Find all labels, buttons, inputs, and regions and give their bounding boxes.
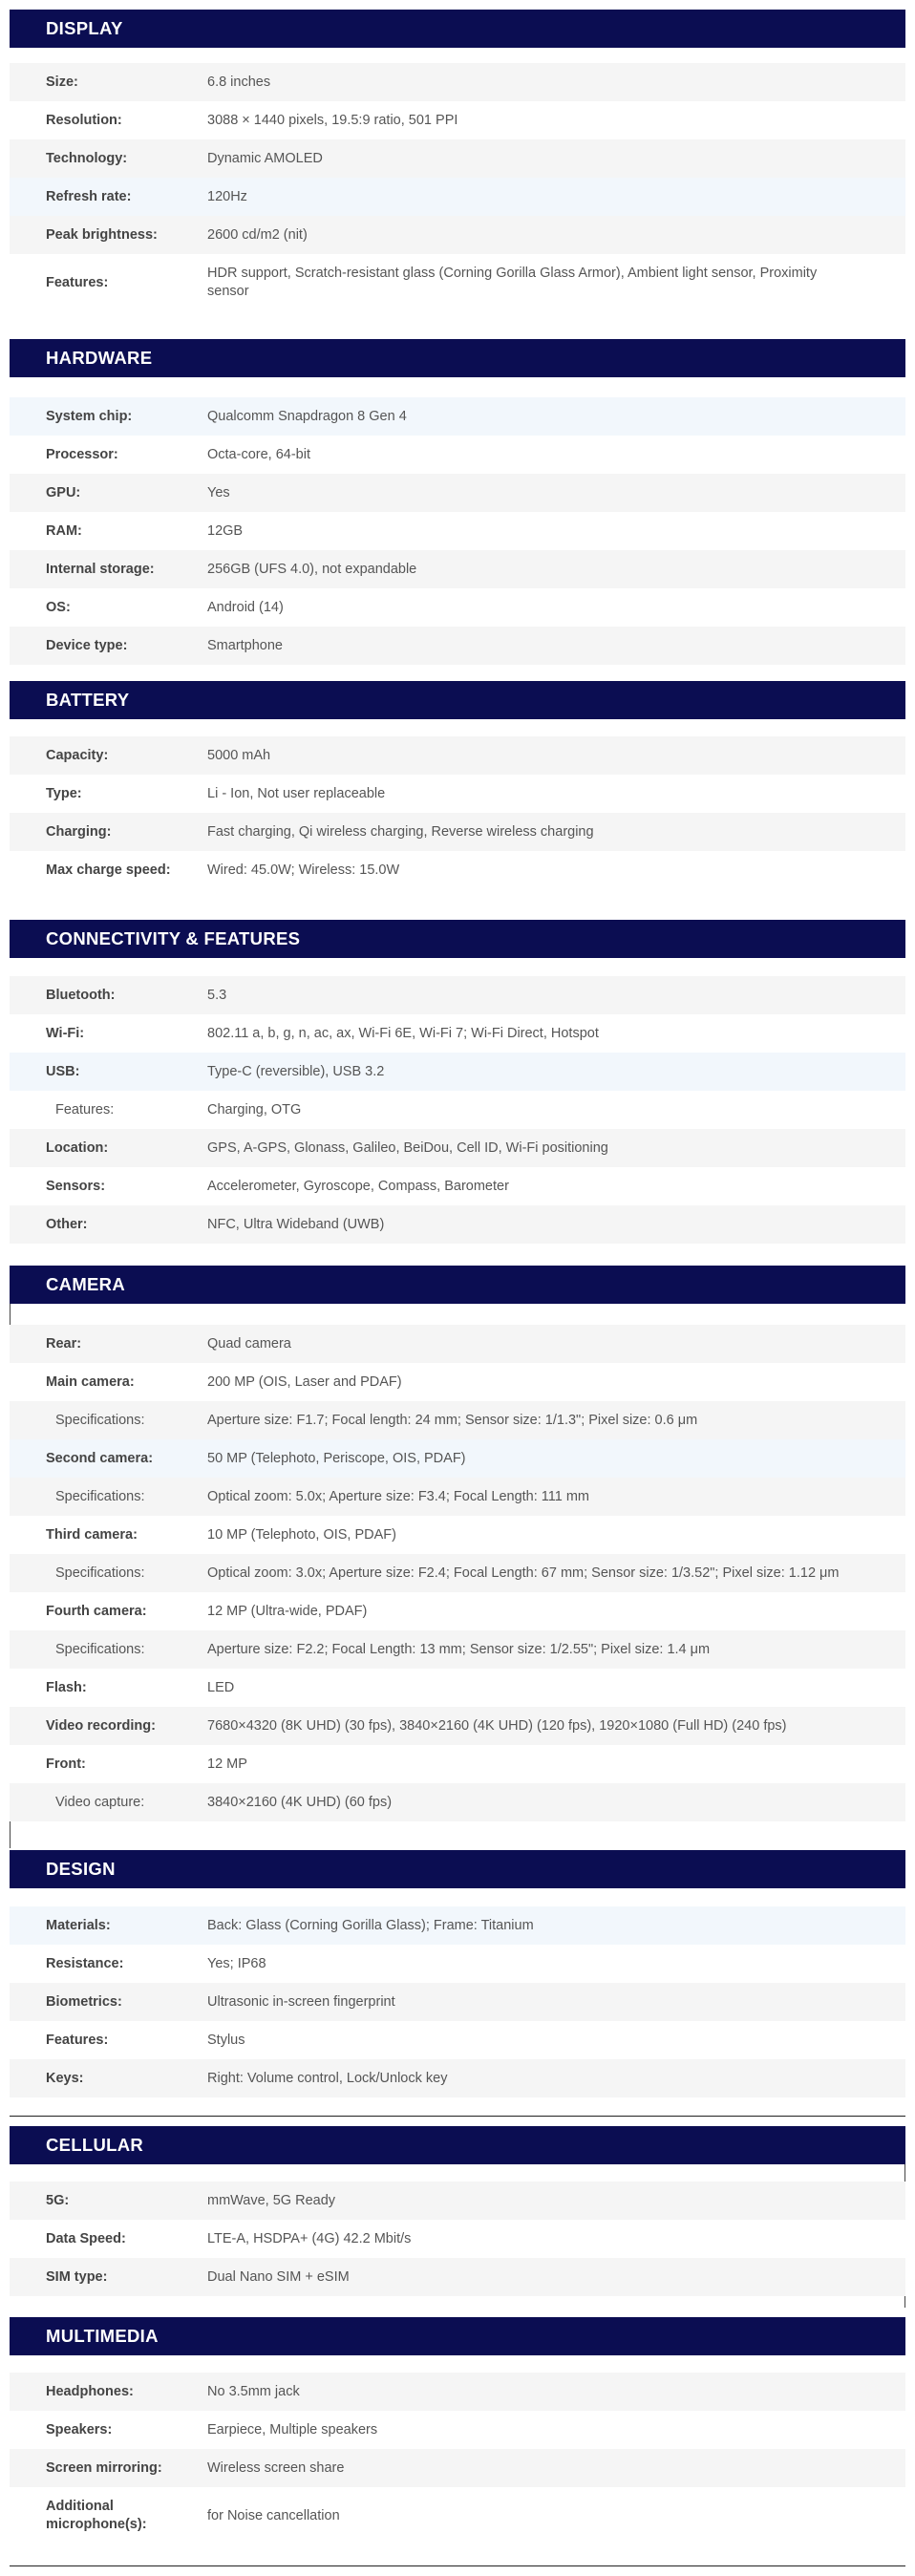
spec-row [10, 254, 905, 311]
spec-row [10, 512, 905, 550]
spec-value: 6.8 inches [207, 74, 271, 90]
spec-row [10, 627, 905, 665]
spec-label: Peak brightness: [46, 226, 158, 243]
spec-label: Specifications: [55, 1565, 145, 1581]
spec-row [10, 2449, 905, 2487]
spec-row [10, 1439, 905, 1478]
spec-row [10, 736, 905, 775]
spec-row [10, 63, 905, 101]
spec-row [10, 1014, 905, 1053]
spec-label: Max charge speed: [46, 862, 171, 878]
spec-value: Li - Ion, Not user replaceable [207, 785, 386, 801]
spec-row [10, 1053, 905, 1091]
spec-value: Optical zoom: 3.0x; Aperture size: F2.4; Focal Length: 67 mm; Sensor size: 1/3.52"; Pixel size: 1.12 μm [207, 1565, 840, 1581]
section-title: CAMERA [10, 1266, 905, 1304]
spec-value: Charging, OTG [207, 1101, 302, 1118]
spec-value: Optical zoom: 5.0x; Aperture size: F3.4; Focal Length: 111 mm [207, 1488, 590, 1504]
spec-value: 256GB (UFS 4.0), not expandable [207, 561, 417, 577]
spec-row [10, 775, 905, 813]
spec-label: Screen mirroring: [46, 2459, 162, 2476]
spec-row [10, 550, 905, 588]
section-title: CELLULAR [10, 2126, 905, 2164]
spec-value: 3088 × 1440 pixels, 19.5:9 ratio, 501 PPI [207, 112, 458, 128]
section-hardware [10, 339, 905, 653]
spec-value: Aperture size: F2.2; Focal Length: 13 mm; Sensor size: 1/2.55"; Pixel size: 1.4 μm [207, 1641, 711, 1657]
spec-row [10, 1167, 905, 1205]
spec-value: No 3.5mm jack [207, 2383, 300, 2399]
spec-row [10, 436, 905, 474]
spec-label: USB: [46, 1063, 80, 1079]
spec-row [10, 178, 905, 216]
spec-row [10, 2220, 905, 2258]
spec-row [10, 2021, 905, 2059]
spec-row [10, 1478, 905, 1516]
spec-label: Fourth camera: [46, 1603, 147, 1619]
spec-label: Features: [46, 2032, 109, 2048]
section-design [10, 1850, 905, 2086]
spec-row [10, 101, 905, 139]
section-title: CONNECTIVITY & FEATURES [10, 920, 905, 958]
spec-row [10, 976, 905, 1014]
spec-label: Features: [55, 1101, 115, 1118]
spec-label: Flash: [46, 1679, 87, 1695]
spec-label: Rear: [46, 1335, 82, 1352]
spec-value: 5.3 [207, 987, 227, 1003]
spec-row [10, 139, 905, 178]
spec-value: 3840×2160 (4K UHD) (60 fps) [207, 1794, 393, 1810]
spec-value: Dual Nano SIM + eSIM [207, 2268, 350, 2285]
spec-value: Back: Glass (Corning Gorilla Glass); Frame: Titanium [207, 1917, 534, 1933]
divider [10, 2565, 905, 2566]
spec-label: Internal storage: [46, 561, 155, 577]
spec-value: 802.11 a, b, g, n, ac, ax, Wi-Fi 6E, Wi-Fi 7; Wi-Fi Direct, Hotspot [207, 1025, 599, 1041]
spec-value: 200 MP (OIS, Laser and PDAF) [207, 1373, 402, 1390]
spec-row [10, 1401, 905, 1439]
spec-label: Processor: [46, 446, 118, 462]
spec-row [10, 1091, 905, 1129]
spec-value: GPS, A-GPS, Glonass, Galileo, BeiDou, Cell ID, Wi-Fi positioning [207, 1139, 608, 1156]
spec-value: Octa-core, 64-bit [207, 446, 310, 462]
spec-label: Resolution: [46, 112, 122, 128]
spec-value: LTE-A, HSDPA+ (4G) 42.2 Mbit/s [207, 2230, 412, 2246]
spec-value: 5000 mAh [207, 747, 271, 763]
spec-value: Smartphone [207, 637, 283, 653]
spec-value: Yes [207, 484, 230, 500]
spec-label: Resistance: [46, 1955, 124, 1971]
spec-value: Accelerometer, Gyroscope, Compass, Barometer [207, 1178, 509, 1194]
spec-row [10, 2059, 905, 2097]
spec-value: Wireless screen share [207, 2459, 345, 2476]
spec-label: Specifications: [55, 1488, 145, 1504]
spec-label: Data Speed: [46, 2230, 126, 2246]
section-multimedia [10, 2317, 905, 2532]
spec-label: Charging: [46, 823, 112, 840]
spec-row [10, 1129, 905, 1167]
spec-label: Bluetooth: [46, 987, 116, 1003]
spec-value: 12GB [207, 522, 244, 539]
spec-row [10, 1363, 905, 1401]
spec-value: Quad camera [207, 1335, 291, 1352]
spec-label: OS: [46, 599, 71, 615]
spec-label: Type: [46, 785, 82, 801]
spec-row [10, 1906, 905, 1945]
spec-label: Second camera: [46, 1450, 154, 1466]
spec-label: Location: [46, 1139, 109, 1156]
section-title: MULTIMEDIA [10, 2317, 905, 2355]
spec-value: mmWave, 5G Ready [207, 2192, 336, 2208]
spec-value: Aperture size: F1.7; Focal length: 24 mm; Sensor size: 1/1.3"; Pixel size: 0.6 μm [207, 1412, 698, 1428]
section-connectivity [10, 920, 905, 1232]
spec-row [10, 2373, 905, 2411]
spec-row [10, 2182, 905, 2220]
spec-label: Biometrics: [46, 1993, 122, 2010]
spec-row [10, 2487, 905, 2544]
section-title: HARDWARE [10, 339, 905, 377]
spec-label: Additional microphone(s): [46, 2499, 147, 2532]
spec-row [10, 2411, 905, 2449]
spec-label: Capacity: [46, 747, 109, 763]
divider [10, 2116, 905, 2117]
spec-row [10, 851, 905, 889]
spec-label: Other: [46, 1216, 88, 1232]
spec-row [10, 1516, 905, 1554]
spec-row [10, 1983, 905, 2021]
spec-row [10, 1554, 905, 1592]
spec-row [10, 813, 905, 851]
spec-label: Keys: [46, 2070, 84, 2086]
spec-label: System chip: [46, 408, 133, 424]
spec-row [10, 397, 905, 436]
spec-row [10, 1205, 905, 1244]
spec-row [10, 1945, 905, 1983]
spec-value: NFC, Ultra Wideband (UWB) [207, 1216, 385, 1232]
spec-row [10, 1669, 905, 1707]
spec-value: Right: Volume control, Lock/Unlock key [207, 2070, 448, 2086]
spec-row [10, 1707, 905, 1745]
spec-value: Earpiece, Multiple speakers [207, 2421, 378, 2438]
spec-value: Dynamic AMOLED [207, 150, 323, 166]
spec-value: HDR support, Scratch-resistant glass (Corning Gorilla Glass Armor), Ambient light sensor, Proximity sensor [207, 266, 818, 299]
section-title: DESIGN [10, 1850, 905, 1888]
spec-label: 5G: [46, 2192, 70, 2208]
spec-label: Specifications: [55, 1412, 145, 1428]
spec-label: Technology: [46, 150, 128, 166]
section-camera [10, 1266, 905, 1810]
spec-label: Speakers: [46, 2421, 113, 2438]
spec-value: for Noise cancellation [207, 2507, 340, 2523]
section-cellular [10, 2126, 905, 2285]
spec-value: Wired: 45.0W; Wireless: 15.0W [207, 862, 400, 878]
spec-row [10, 2258, 905, 2296]
spec-row [10, 1592, 905, 1630]
spec-value: Qualcomm Snapdragon 8 Gen 4 [207, 408, 407, 424]
spec-value: 12 MP [207, 1756, 247, 1772]
spec-row [10, 216, 905, 254]
spec-value: 7680×4320 (8K UHD) (30 fps), 3840×2160 (4K UHD) (120 fps), 1920×1080 (Full HD) (240 fps) [207, 1717, 787, 1734]
spec-label: Video capture: [55, 1794, 145, 1810]
spec-row [10, 1783, 905, 1821]
spec-label: Specifications: [55, 1641, 145, 1657]
spec-label: Sensors: [46, 1178, 106, 1194]
spec-value: Yes; IP68 [207, 1955, 266, 1971]
spec-value: 120Hz [207, 188, 247, 204]
spec-label: Third camera: [46, 1526, 138, 1543]
spec-row [10, 588, 905, 627]
spec-value: LED [207, 1679, 235, 1695]
spec-label: Materials: [46, 1917, 111, 1933]
spec-label: SIM type: [46, 2268, 108, 2285]
spec-value: Stylus [207, 2032, 245, 2048]
spec-value: Android (14) [207, 599, 284, 615]
spec-label: Device type: [46, 637, 128, 653]
spec-label: GPU: [46, 484, 81, 500]
spec-row [10, 1630, 905, 1669]
spec-value: 2600 cd/m2 (nit) [207, 226, 308, 243]
spec-label: Size: [46, 74, 78, 90]
spec-label: Main camera: [46, 1373, 135, 1390]
spec-label: Video recording: [46, 1717, 156, 1734]
spec-value: Fast charging, Qi wireless charging, Reverse wireless charging [207, 823, 594, 840]
spec-label: Refresh rate: [46, 188, 132, 204]
section-battery [10, 681, 905, 878]
spec-value: 12 MP (Ultra-wide, PDAF) [207, 1603, 368, 1619]
section-display [10, 10, 905, 299]
spec-label: RAM: [46, 522, 82, 539]
spec-label: Features: [46, 274, 109, 290]
spec-row [10, 1325, 905, 1363]
spec-value: Ultrasonic in-screen fingerprint [207, 1993, 395, 2010]
section-title: DISPLAY [10, 10, 905, 48]
spec-row [10, 474, 905, 512]
spec-label: Wi-Fi: [46, 1025, 85, 1041]
spec-value: 10 MP (Telephoto, OIS, PDAF) [207, 1526, 396, 1543]
spec-value: 50 MP (Telephoto, Periscope, OIS, PDAF) [207, 1450, 466, 1466]
spec-label: Headphones: [46, 2383, 134, 2399]
spec-label: Front: [46, 1756, 86, 1772]
spec-row [10, 1745, 905, 1783]
section-title: BATTERY [10, 681, 905, 719]
spec-value: Type-C (reversible), USB 3.2 [207, 1063, 385, 1079]
